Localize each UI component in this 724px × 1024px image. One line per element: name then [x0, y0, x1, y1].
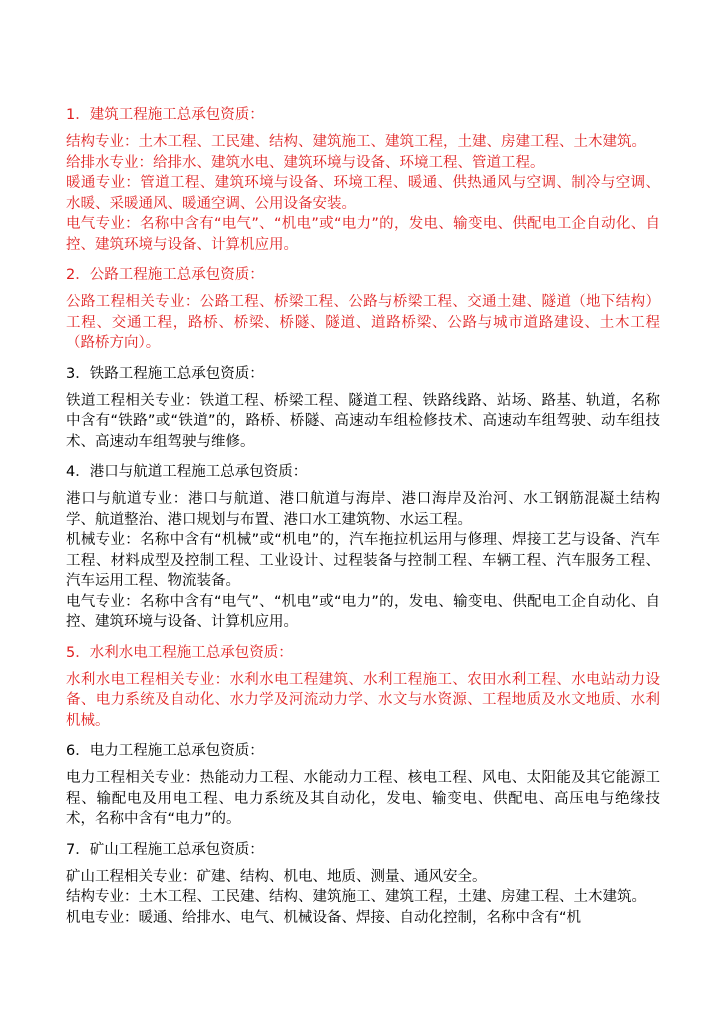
paragraph-structure: 结构专业：土木工程、工民建、结构、建筑施工、建筑工程，土建、房建工程、土木建筑。 — [66, 134, 646, 150]
paragraph-highway: 公路工程相关专业：公路工程、桥梁工程、公路与桥梁工程、交通土建、隧道（地下结构）工程、交通工程，路桥、桥梁、桥隧、隧道、道路桥梁、公路与城市道路建设、土木工程（路桥方向）。 — [66, 294, 660, 351]
paragraph-hydro: 水利水电工程相关专业：水利水电工程建筑、水利工程施工、农田水利工程、水电站动力设备、电力系统及自动化、水力学及河流动力学、水文与水资源、工程地质及水文地质、水利机械。 — [66, 671, 660, 729]
section-heading: 5．水利水电工程施工总承包资质： — [66, 644, 293, 661]
paragraph-electrical: 电气专业：名称中含有“电气”、“机电”或“电力”的，发电、输变电、供配电工企自动化、自控、建筑环境与设备、计算机应用。 — [66, 593, 660, 630]
paragraph-mining: 矿山工程相关专业：矿建、结构、机电、地质、测量、通风安全。 — [66, 868, 487, 885]
section-power — [66, 740, 660, 830]
paragraph-port: 港口与航道专业：港口与航道、港口航道与海岸、港口海岸及治河、水工钢筋混凝土结构学、航道整治、港口规划与布置、港口水工建筑物、水运工程。 — [66, 491, 660, 528]
paragraph-power: 电力工程相关专业：热能动力工程、水能动力工程、核电工程、风电、太阳能及其它能源工程、输配电及用电工程、电力系统及其自动化，发电、输变电、供配电、高压电与绝缘技术，名称中含有“电力”的。 — [66, 770, 660, 827]
paragraph-structure: 结构专业：土木工程、工民建、结构、建筑施工、建筑工程，土建、房建工程、土木建筑。 — [66, 889, 646, 905]
section-heading: 6．电力工程施工总承包资质： — [66, 743, 264, 759]
paragraph-electromechanical: 机电专业：暖通、给排水、电气、机械设备、焊接、自动化控制，名称中含有“机 — [66, 909, 582, 926]
section-railway — [66, 363, 660, 453]
section-building — [66, 104, 660, 255]
section-heading: 3．铁路工程施工总承包资质： — [66, 365, 264, 382]
paragraph-electrical: 电气专业：名称中含有“电气”、“机电”或“电力”的，发电、输变电、供配电工企自动化、自控、建筑环境与设备、计算机应用。 — [66, 216, 660, 253]
section-port — [66, 461, 660, 633]
paragraph-mechanical: 机械专业：名称中含有“机械”或“机电”的，汽车拖拉机运用与修理、焊接工艺与设备、汽车工程、材料成型及控制工程、工业设计、过程装备与控制工程、车辆工程、汽车服务工程、汽车运用工程、物流装备。 — [66, 532, 660, 589]
paragraph-hvac: 暖通专业：管道工程、建筑环境与设备、环境工程、暖通、供热通风与空调、制冷与空调、水暖、采暖通风、暖通空调、公用设备安装。 — [66, 175, 660, 212]
paragraph-plumbing: 给排水专业：给排水、建筑水电、建筑环境与设备、环境工程、管道工程。 — [66, 154, 545, 171]
section-highway — [66, 264, 660, 354]
section-heading: 1．建筑工程施工总承包资质： — [66, 107, 264, 123]
section-heading: 2．公路工程施工总承包资质： — [66, 267, 264, 283]
section-hydro — [66, 642, 660, 732]
section-heading: 7．矿山工程施工总承包资质： — [66, 841, 264, 858]
paragraph-railway: 铁道工程相关专业：铁道工程、桥梁工程、隧道工程、铁路线路、站场、路基、轨道，名称中含有“铁路”或“铁道”的，路桥、桥隧、高速动车组检修技术、高速动车组驾驶、动车组技术、高速动车组驾驶与维修。 — [66, 392, 660, 450]
section-mining — [66, 839, 660, 929]
section-heading: 4．港口与航道工程施工总承包资质： — [66, 464, 308, 480]
